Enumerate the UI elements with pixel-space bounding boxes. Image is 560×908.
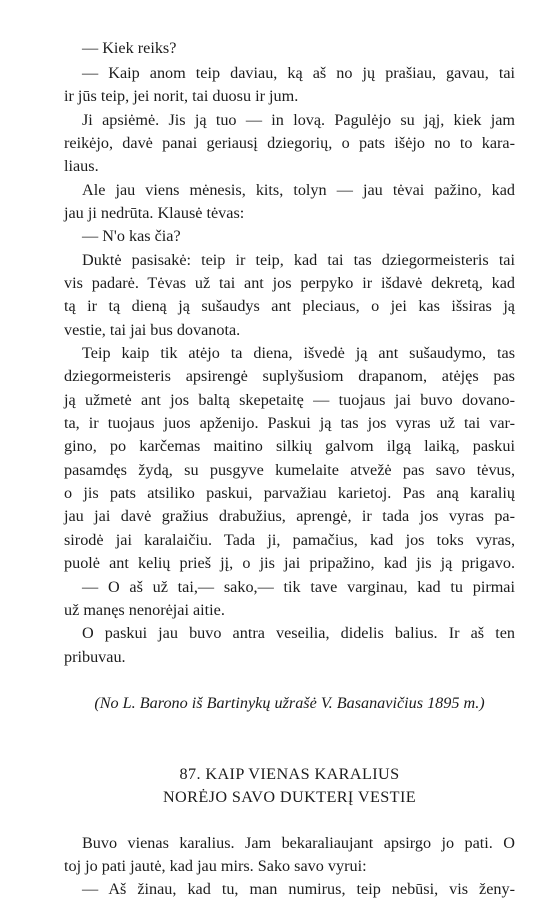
text-line: Teip kaip tik atėjo ta diena, išvedė ją ant sušaudymo, tas	[82, 344, 515, 362]
text-line: Ji apsiėmė. Jis ją tuo — in lovą. Pagulėjo su jąj, kiek jam	[82, 111, 515, 129]
text-line: jau jai davė gražius drabužius, aprengė, ir tada jos vyras pa-	[64, 507, 515, 525]
text-line: toj jo pati jautė, kad jau mirs. Sako savo vyrui:	[64, 857, 367, 875]
text-line: — Kaip anom teip daviau, ką aš no jų prašiau, gavau, tai	[82, 64, 515, 82]
story-title-line-2: NORĖJO SAVO DUKTERĮ VESTIE	[162, 788, 417, 806]
source-note: (No L. Barono iš Bartinykų užrašė V. Basanavičius 1895 m.)	[94, 694, 485, 712]
text-line: — O aš už tai,— sako,— tik tave varginau, kad tu pirmai	[82, 578, 515, 596]
text-line: pribuvau.	[64, 648, 126, 666]
text-line: jau ji nedrūta. Klausė tėvas:	[64, 204, 245, 222]
text-line: už manęs nenorėjai aitie.	[64, 601, 225, 619]
text-line: Ale jau viens mėnesis, kits, tolyn — jau tėvai pažino, kad	[82, 181, 515, 199]
text-line: — Aš žinau, kad tu, man numirus, teip nebūsi, vis ženy-	[82, 880, 515, 898]
text-line: ir jūs teip, jei norit, tai duosu ir jum.	[64, 87, 299, 105]
text-line: o jis pats atsiliko paskui, parvažiau karietoj. Pas aną karalių	[64, 484, 515, 502]
text-line: Buvo vienas karalius. Jam bekaraliaujant apsirgo jo pati. O	[82, 834, 515, 852]
text-line: O paskui jau buvo antra veseilia, didelis balius. Ir aš ten	[82, 624, 515, 642]
text-line: pasamdęs žydą, su pusgyve kumelaite atvežė pas savo tėvus,	[64, 461, 515, 479]
text-line: — Kiek reiks?	[82, 39, 177, 57]
text-line: vestie, tai jai bus dovanota.	[64, 321, 241, 339]
text-line: reikėjo, davė panai geriausį dziegorių, o pats išėjo no to kara-	[64, 134, 515, 152]
text-line: gino, po karčemas maitino silkių galvom ilgą laiką, paskui	[64, 437, 515, 455]
text-line: — N'o kas čia?	[82, 227, 181, 245]
text-line: ją užmetė ant jos baltą skepetaitę — tuojaus jai buvo dovano-	[64, 391, 515, 409]
text-line: ta, ir tuojaus juos apženijo. Paskui ją tas jos vyras už tai var-	[64, 414, 515, 432]
text-line: vis padarė. Tėvas už tai ant jos perpyko ir išdavė dekretą, kad	[64, 274, 515, 292]
text-line: Duktė pasisakė: teip ir teip, kad tai tas dziegormeisteris tai	[82, 251, 515, 269]
text-line: tą ir tą dieną ją sušaudys ant pleciaus, o jei kas išsiras ją	[64, 297, 515, 315]
text-line: liaus.	[64, 157, 99, 175]
story-title-line-1: 87. KAIP VIENAS KARALIUS	[179, 765, 400, 783]
text-line: puolė ant kelių prieš jį, o jis jai pripažino, kad jis ją prigavo.	[64, 554, 515, 572]
text-line: sirodė jai karalaičiu. Tada ji, pamačius, kad jos toks vyras,	[64, 531, 515, 549]
text-line: dziegormeisteris apsirengė suplyšusiom drapanom, atėjęs pas	[64, 367, 515, 385]
